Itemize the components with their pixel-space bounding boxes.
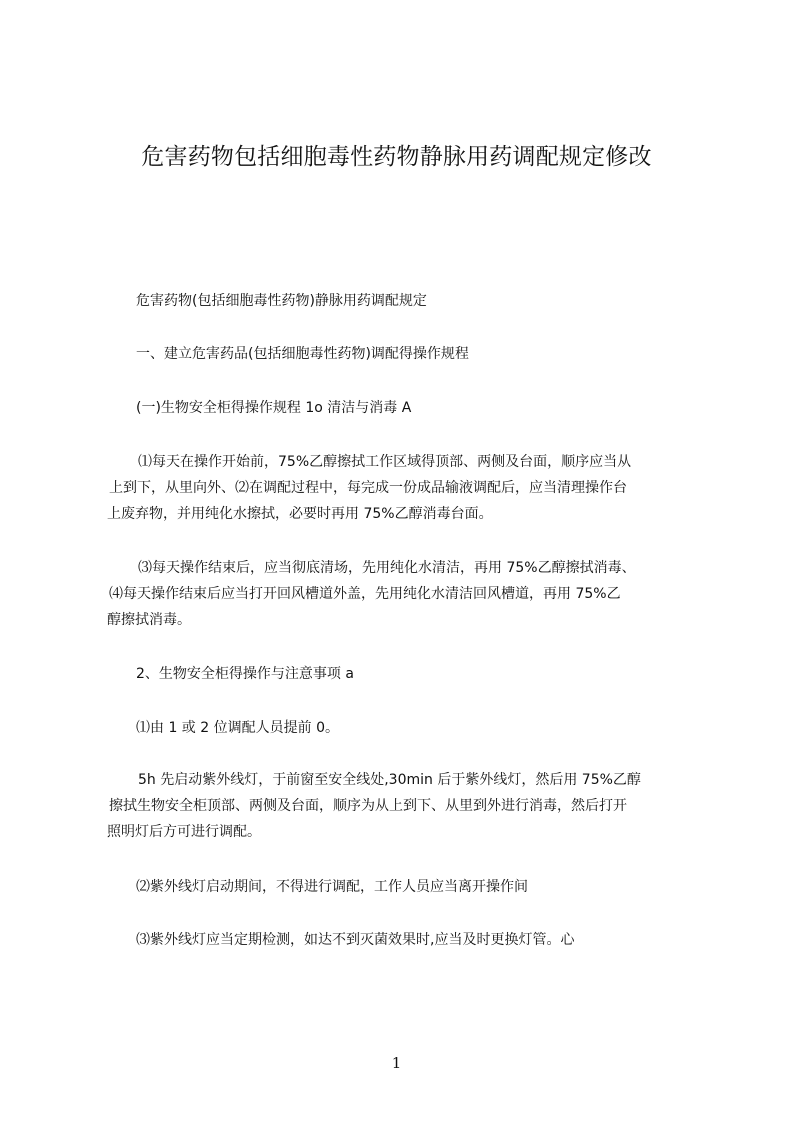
paragraph-uv-start <box>107 767 697 845</box>
text-line: 醇擦拭消毒。 <box>107 612 191 628</box>
text-line: 上到下，从里向外、⑵在调配过程中，每完成一份成品输液调配后，应当清理操作台 <box>109 480 627 496</box>
text-line: ⑷每天操作结束后应当打开回风槽道外盖，先用纯化水清洁回风槽道，再用 75%乙 <box>109 586 621 602</box>
text-line: ⑵紫外线灯启动期间，不得进行调配，工作人员应当离开操作间 <box>136 879 528 895</box>
page-number: 1 <box>391 1054 402 1072</box>
paragraph-uv-period <box>107 874 697 900</box>
paragraph-subsection-one <box>107 395 697 421</box>
paragraph-section-one <box>107 341 697 367</box>
paragraph-section-two <box>107 661 697 687</box>
text-line: 上废弃物，并用纯化水擦拭，必要时再用 75%乙醇消毒台面。 <box>107 506 493 522</box>
paragraph-end-of-day <box>107 555 697 633</box>
paragraph-staff-prep <box>107 715 697 741</box>
paragraph-uv-check <box>107 927 697 953</box>
text-line: ⑶紫外线灯应当定期检测，如达不到灭菌效果时,应当及时更换灯管。心 <box>136 932 575 948</box>
text-line: ⑶每天操作结束后，应当彻底清场，先用纯化水清洁，再用 75%乙醇擦拭消毒、 <box>138 560 636 576</box>
text-line: (一)生物安全柜得操作规程 1o 清洁与消毒 A <box>136 400 412 416</box>
text-line: 危害药物(包括细胞毒性药物)静脉用药调配规定 <box>136 293 427 309</box>
text-line: 照明灯后方可进行调配。 <box>107 824 261 840</box>
text-line: 一、建立危害药品(包括细胞毒性药物)调配得操作规程 <box>136 346 469 362</box>
paragraph-daily-cleaning <box>107 449 697 527</box>
document-title: 危害药物包括细胞毒性药物静脉用药调配规定修改 <box>141 144 652 170</box>
text-line: ⑴由 1 或 2 位调配人员提前 0。 <box>136 720 339 736</box>
text-line: 擦拭生物安全柜顶部、两侧及台面，顺序为从上到下、从里到外进行消毒，然后打开 <box>109 798 627 814</box>
text-line: 2、生物安全柜得操作与注意事项 a <box>136 666 354 682</box>
text-line: ⑴每天在操作开始前，75%乙醇擦拭工作区域得顶部、两侧及台面，顺序应当从 <box>138 454 632 470</box>
text-line: 5h 先启动紫外线灯，于前窗至安全线处,30min 后于紫外线灯，然后用 75%乙醇 <box>138 772 641 788</box>
paragraph-heading-regulation <box>107 288 697 314</box>
